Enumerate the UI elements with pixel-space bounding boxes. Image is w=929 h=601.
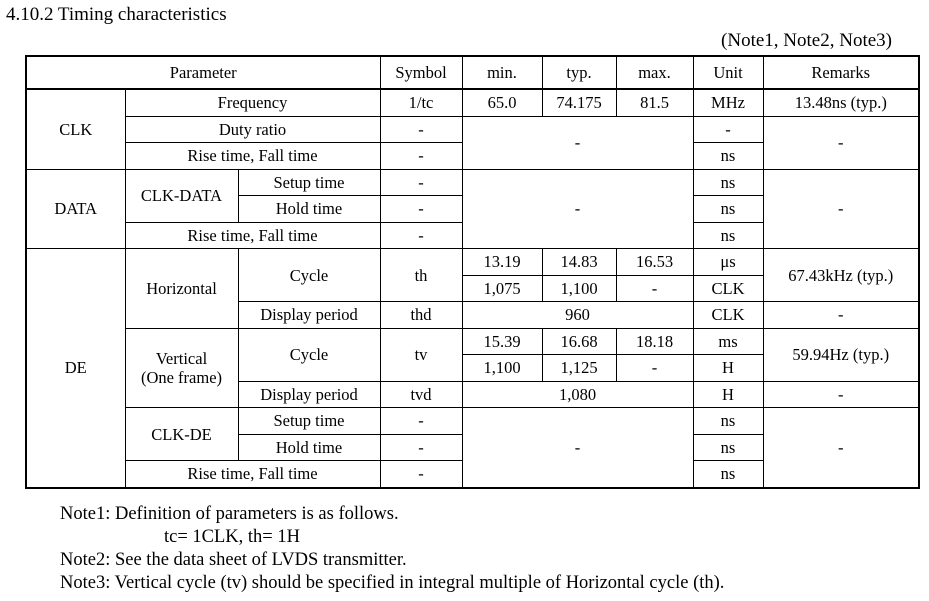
max-cell: 81.5: [616, 89, 693, 116]
param-label: Setup time: [238, 408, 380, 435]
table-row: [26, 408, 919, 435]
one-frame-label: (One frame): [140, 367, 223, 387]
header-max: max.: [616, 56, 693, 89]
unit-cell: CLK: [693, 302, 763, 329]
values-cell: 960: [462, 302, 693, 329]
min-cell: 1,100: [462, 355, 542, 382]
param-label: Frequency: [125, 89, 380, 116]
unit-cell: ns: [693, 434, 763, 461]
table-row: [26, 328, 919, 355]
values-cell: -: [462, 408, 693, 488]
unit-cell: H: [693, 381, 763, 408]
group-clk: CLK: [26, 89, 125, 169]
typ-cell: 14.83: [542, 249, 616, 276]
header-row: [26, 56, 919, 89]
timing-table: [25, 55, 920, 489]
remarks-cell: -: [763, 302, 919, 329]
unit-cell: ns: [693, 461, 763, 488]
symbol-cell: -: [380, 169, 462, 196]
param-label: Display period: [238, 302, 380, 329]
vertical-label: Vertical: [155, 348, 208, 368]
symbol-cell: tvd: [380, 381, 462, 408]
values-cell: -: [462, 169, 693, 249]
remarks-cell: -: [763, 381, 919, 408]
sub-group-label: CLK-DATA: [125, 169, 238, 222]
symbol-cell: -: [380, 461, 462, 488]
table-row: [26, 116, 919, 143]
note-2: Note2: See the data sheet of LVDS transmitter.: [60, 550, 407, 570]
header-typ: typ.: [542, 56, 616, 89]
symbol-cell: tv: [380, 328, 462, 381]
symbol-cell: th: [380, 249, 462, 302]
param-label: Cycle: [238, 249, 380, 302]
param-label: Display period: [238, 381, 380, 408]
min-cell: 13.19: [462, 249, 542, 276]
max-cell: 18.18: [616, 328, 693, 355]
values-cell: -: [462, 116, 693, 169]
param-label: Hold time: [238, 434, 380, 461]
symbol-cell: thd: [380, 302, 462, 329]
min-cell: 15.39: [462, 328, 542, 355]
unit-cell: ns: [693, 143, 763, 170]
remarks-cell: 13.48ns (typ.): [763, 89, 919, 116]
param-label: Rise time, Fall time: [125, 143, 380, 170]
remarks-cell: 67.43kHz (typ.): [763, 249, 919, 302]
unit-cell: -: [693, 116, 763, 143]
notes-reference: (Note1, Note2, Note3): [721, 30, 892, 51]
remarks-cell: -: [763, 116, 919, 169]
symbol-cell: -: [380, 116, 462, 143]
unit-cell: ns: [693, 408, 763, 435]
sub-group-label: CLK-DE: [125, 408, 238, 461]
note-1-detail: tc= 1CLK, th= 1H: [164, 527, 300, 547]
typ-cell: 1,100: [542, 275, 616, 302]
typ-cell: 74.175: [542, 89, 616, 116]
sub-group-label: [125, 328, 238, 408]
header-min: min.: [462, 56, 542, 89]
param-label: Setup time: [238, 169, 380, 196]
unit-cell: ms: [693, 328, 763, 355]
unit-cell: ns: [693, 169, 763, 196]
table-row: [26, 89, 919, 116]
header-symbol: Symbol: [380, 56, 462, 89]
remarks-cell: -: [763, 408, 919, 488]
max-cell: -: [616, 275, 693, 302]
header-parameter: Parameter: [26, 56, 380, 89]
param-label: Duty ratio: [125, 116, 380, 143]
symbol-cell: 1/tc: [380, 89, 462, 116]
typ-cell: 16.68: [542, 328, 616, 355]
unit-cell: ns: [693, 222, 763, 249]
group-de: DE: [26, 249, 125, 488]
header-remarks: Remarks: [763, 56, 919, 89]
symbol-cell: -: [380, 408, 462, 435]
max-cell: 16.53: [616, 249, 693, 276]
symbol-cell: -: [380, 143, 462, 170]
param-label: Rise time, Fall time: [125, 461, 380, 488]
values-cell: 1,080: [462, 381, 693, 408]
max-cell: -: [616, 355, 693, 382]
note-1: Note1: Definition of parameters is as follows.: [60, 504, 399, 524]
param-label: Hold time: [238, 196, 380, 223]
group-data: DATA: [26, 169, 125, 249]
symbol-cell: -: [380, 196, 462, 223]
unit-cell: MHz: [693, 89, 763, 116]
typ-cell: 1,125: [542, 355, 616, 382]
note-3: Note3: Vertical cycle (tv) should be specified in integral multiple of Horizontal cycle (th).: [60, 573, 725, 593]
min-cell: 65.0: [462, 89, 542, 116]
notes-block: [60, 503, 724, 595]
min-cell: 1,075: [462, 275, 542, 302]
param-label: Cycle: [238, 328, 380, 381]
symbol-cell: -: [380, 222, 462, 249]
sub-group-label: Horizontal: [125, 249, 238, 329]
unit-cell: ns: [693, 196, 763, 223]
header-unit: Unit: [693, 56, 763, 89]
symbol-cell: -: [380, 434, 462, 461]
unit-cell: CLK: [693, 275, 763, 302]
table-row: [26, 169, 919, 196]
table-row: [26, 249, 919, 276]
param-label: Rise time, Fall time: [125, 222, 380, 249]
unit-cell: μs: [693, 249, 763, 276]
section-heading: 4.10.2 Timing characteristics: [6, 4, 227, 25]
remarks-cell: 59.94Hz (typ.): [763, 328, 919, 381]
remarks-cell: -: [763, 169, 919, 249]
unit-cell: H: [693, 355, 763, 382]
